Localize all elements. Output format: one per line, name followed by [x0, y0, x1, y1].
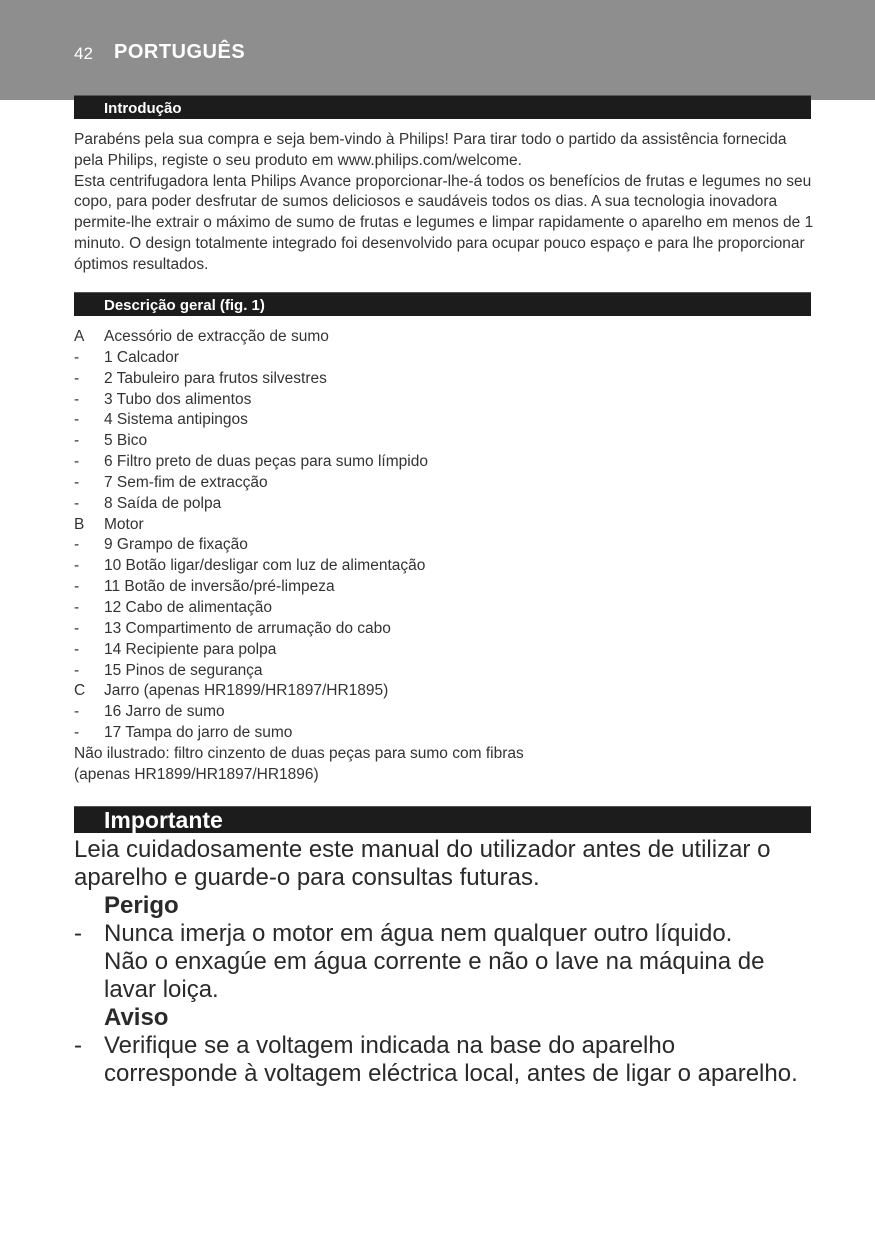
overview-note: Não ilustrado: filtro cinzento de duas peças para sumo com fibras	[74, 744, 524, 762]
list-item-text: 13 Compartimento de arrumação do cabo	[104, 619, 391, 637]
language-title: PORTUGUÊS	[114, 41, 246, 63]
list-marker: -	[74, 578, 80, 596]
list-marker: -	[74, 661, 80, 679]
list-item	[74, 723, 814, 744]
list-item-text: 14 Recipiente para polpa	[104, 640, 277, 658]
list-item-text: 5 Bico	[104, 432, 148, 450]
list-item	[74, 452, 814, 473]
list-item	[74, 598, 814, 619]
section-heading-overview: Descrição geral (fig. 1)	[74, 292, 811, 316]
list-marker: -	[74, 473, 80, 491]
list-marker: -	[74, 536, 80, 554]
list-item-text: 7 Sem-fim de extracção	[104, 473, 268, 491]
list-item-text: 10 Botão ligar/desligar com luz de alimentação	[104, 557, 426, 575]
list-marker: -	[74, 703, 80, 721]
danger-text-line: Não o enxagúe em água corrente e não o lave na máquina de lavar loiça.	[104, 948, 765, 1003]
header-band	[0, 0, 875, 100]
list-item-text: Jarro (apenas HR1899/HR1897/HR1895)	[104, 682, 389, 700]
section-heading-important: Importante	[74, 806, 811, 833]
list-marker: -	[74, 598, 80, 616]
list-marker: C	[74, 682, 86, 700]
list-item	[74, 661, 814, 682]
list-item-text: 2 Tabuleiro para frutos silvestres	[104, 369, 327, 387]
list-marker: -	[74, 557, 80, 575]
important-intro: Leia cuidadosamente este manual do utilizador antes de utilizar o aparelho e guarde-o para consultas futuras.	[74, 836, 771, 891]
list-item-text: 9 Grampo de fixação	[104, 536, 248, 554]
list-item	[74, 556, 814, 577]
danger-text-line: Nunca imerja o motor em água nem qualquer outro líquido.	[104, 920, 733, 947]
list-item	[74, 348, 814, 369]
section-heading-introduction: Introdução	[74, 95, 811, 119]
list-item	[74, 535, 814, 556]
danger-item	[74, 920, 814, 1004]
list-marker: -	[74, 724, 80, 742]
list-item	[74, 515, 814, 536]
list-marker: -	[74, 432, 80, 450]
list-item	[74, 369, 814, 390]
list-item	[74, 473, 814, 494]
list-item	[74, 577, 814, 598]
page-number: 42	[74, 44, 93, 63]
list-marker: -	[74, 640, 80, 658]
intro-paragraph: Esta centrifugadora lenta Philips Avance proporcionar-lhe-á todos os benefícios de frutas e legumes no seu copo, para poder desfrutar de sumos deliciosos e saudáveis todos os dias. A sua tecnologia inovadora permite-lhe extrair o máximo de sumo de frutas e legumes e limpar rapidamente o aparelho em menos de 1 minuto. O design totalmente integrado foi desenvolvido para ocupar pouco espaço e para lhe proporcionar óptimos resultados.	[74, 172, 814, 273]
list-item-text: 17 Tampa do jarro de sumo	[104, 724, 293, 742]
list-marker: -	[74, 390, 80, 408]
list-item-text: 8 Saída de polpa	[104, 494, 222, 512]
list-item-text: Acessório de extracção de sumo	[104, 328, 329, 345]
list-item	[74, 410, 814, 431]
warning-item	[74, 1032, 814, 1088]
bullet-dash: -	[74, 920, 82, 947]
danger-heading: Perigo	[104, 892, 179, 919]
list-item-text: 6 Filtro preto de duas peças para sumo límpido	[104, 453, 428, 471]
warning-text: Verifique se a voltagem indicada na base do aparelho corresponde à voltagem eléctrica local, antes de ligar o aparelho.	[104, 1032, 798, 1087]
list-marker: -	[74, 348, 80, 366]
list-item-text: 4 Sistema antipingos	[104, 411, 248, 429]
list-marker: -	[74, 453, 80, 471]
list-item-text: 11 Botão de inversão/pré-limpeza	[104, 578, 335, 596]
list-marker: B	[74, 515, 85, 533]
list-item-text: 15 Pinos de segurança	[104, 661, 263, 679]
list-item	[74, 390, 814, 411]
list-marker: -	[74, 411, 80, 429]
warning-heading: Aviso	[104, 1004, 169, 1031]
overview-note: (apenas HR1899/HR1897/HR1896)	[74, 765, 319, 783]
list-item	[74, 431, 814, 452]
list-item	[74, 640, 814, 661]
list-marker: -	[74, 494, 80, 512]
list-marker: -	[74, 369, 80, 387]
list-item	[74, 681, 814, 702]
bullet-dash: -	[74, 1032, 82, 1059]
list-item-text: 1 Calcador	[104, 348, 179, 366]
overview-list	[74, 327, 814, 786]
important-content	[74, 836, 814, 1088]
list-marker: -	[74, 619, 80, 637]
list-item	[74, 494, 814, 515]
list-item	[74, 327, 814, 348]
list-item-text: Motor	[104, 515, 144, 533]
intro-text	[74, 130, 814, 276]
list-marker: A	[74, 328, 85, 345]
list-item-text: 3 Tubo dos alimentos	[104, 390, 252, 408]
intro-paragraph: Parabéns pela sua compra e seja bem-vindo à Philips! Para tirar todo o partido da assistência fornecida pela Philips, registe o seu produto em www.philips.com/welcome.	[74, 131, 787, 169]
list-item	[74, 702, 814, 723]
list-item-text: 16 Jarro de sumo	[104, 703, 225, 721]
list-item-text: 12 Cabo de alimentação	[104, 598, 273, 616]
list-item	[74, 619, 814, 640]
